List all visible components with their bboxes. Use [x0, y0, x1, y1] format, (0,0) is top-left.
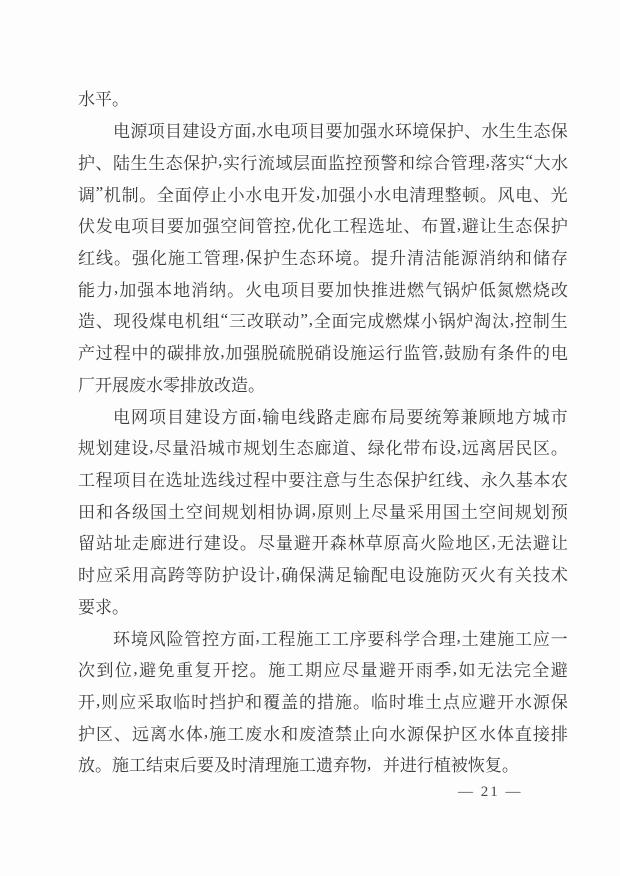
text-line: 产 过 程 中 的 碳 排 放 , 加 强 脱 硫 脱 硝 设 施 运 行 监 管 , 鼓 励 有 条 件 的 电 — [78, 341, 568, 364]
document-body — [78, 82, 568, 780]
text-line: 放 。 施 工 结 束 后 要 及 时 清 理 施 工 遗 弃 物 , 并 进 行 植 被 恢 复 。 — [78, 753, 519, 776]
text-line: 水 平 。 — [78, 90, 129, 110]
text-line: 调 ” 机 制 。 全 面 停 止 小 水 电 开 发 , 加 强 小 水 电 清 理 整 顿 。 风 电 、 光 — [78, 183, 568, 205]
paragraph — [78, 82, 568, 114]
page-number: — 21 — — [458, 784, 523, 800]
text-line: 留 站 址 走 廊 进 行 建 设 。 尽 量 避 开 森 林 草 原 高 火 险 地 区 , 无 法 避 让 — [78, 531, 568, 554]
paragraph — [78, 114, 568, 399]
paragraph — [78, 621, 568, 780]
text-line: 电 网 项 目 建 设 方 面 , 输 电 线 路 走 廊 布 局 要 统 筹 兼 顾 地 方 城 市 — [113, 405, 568, 427]
text-line: 护 、 陆 生 生 态 保 护 , 实 行 流 域 层 面 监 控 预 警 和 综 合 管 理 , 落 实 “ 大 水 — [78, 151, 568, 173]
text-line: 次 到 位 , 避 免 重 复 开 挖 。 施 工 期 应 尽 量 避 开 雨 季 , 如 无 法 完 全 避 — [78, 658, 568, 681]
text-line: 规 划 建 设 , 尽 量 沿 城 市 规 划 生 态 廊 道 、 绿 化 带 布 设 , 远 离 居 民 区 。 — [78, 436, 568, 459]
text-line: 要 求 。 — [78, 597, 129, 617]
text-line: 时 应 采 用 高 跨 等 防 护 设 计 , 确 保 满 足 输 配 电 设 施 防 灭 火 有 关 技 术 — [78, 563, 568, 586]
text-line: 电 源 项 目 建 设 方 面 , 水 电 项 目 要 加 强 水 环 境 保 护 、 水 生 生 态 保 — [113, 119, 568, 142]
text-line: 伏 发 电 项 目 要 加 强 空 间 管 控 , 优 化 工 程 选 址 、 布 置 , 避 让 生 态 保 护 — [78, 214, 568, 237]
text-line: 开 , 则 应 采 取 临 时 挡 护 和 覆 盖 的 措 施 。 临 时 堆 土 点 应 避 开 水 源 保 — [78, 690, 568, 713]
text-line: 田 和 各 级 国 土 空 间 规 划 相 协 调 , 原 则 上 尽 量 采 用 国 土 空 间 规 划 预 — [78, 500, 568, 522]
text-line: 厂 开 展 废 水 零 排 放 改 造 。 — [78, 375, 265, 395]
text-line: 护 区 、 远 离 水 体 , 施 工 废 水 和 废 渣 禁 止 向 水 源 保 护 区 水 体 直 接 排 — [78, 722, 568, 744]
text-line: 能 力 , 加 强 本 地 消 纳 。 火 电 项 目 要 加 快 推 进 燃 气 锅 炉 低 氮 燃 烧 改 — [78, 278, 568, 300]
text-line: 工 程 项 目 在 选 址 选 线 过 程 中 要 注 意 与 生 态 保 护 红 线 、 永 久 基 本 农 — [78, 470, 568, 490]
text-line: 造 、 现 役 煤 电 机 组 “ 三 改 联 动 ” , 全 面 完 成 燃 煤 小 锅 炉 淘 汰 , 控 制 生 — [78, 309, 568, 332]
text-line: 红 线 。 强 化 施 工 管 理 , 保 护 生 态 环 境 。 提 升 清 洁 能 源 消 纳 和 储 存 — [78, 246, 568, 268]
text-line: 环 境 风 险 管 控 方 面 , 工 程 施 工 工 序 要 科 学 合 理 , 土 建 施 工 应 一 — [113, 627, 568, 649]
paragraph — [78, 399, 568, 621]
